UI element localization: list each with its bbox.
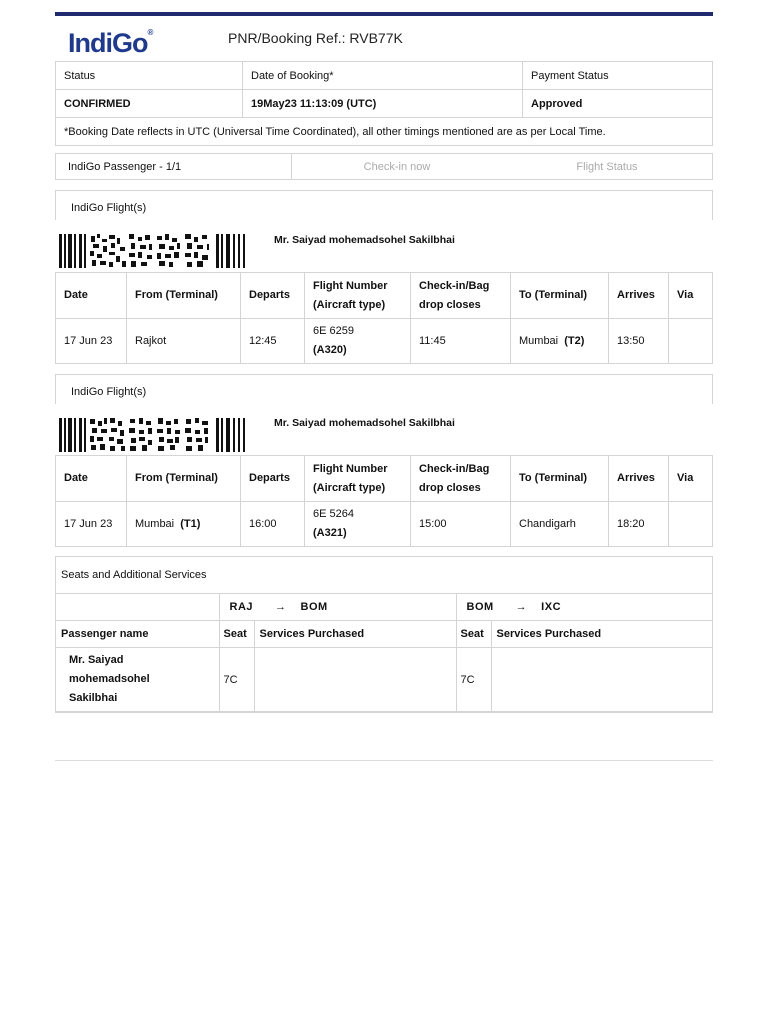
flight-number: 6E 5264 (A321) [305, 502, 411, 547]
col-checkin-closes: Check-in/Bag drop closes [411, 456, 511, 502]
col-flight-number: Flight Number (Aircraft type) [305, 456, 411, 502]
flight-table [55, 272, 713, 364]
route-spacer [56, 594, 220, 621]
col-via: Via [669, 456, 713, 502]
flight-section-title: IndiGo Flight(s) [55, 374, 713, 404]
col-from: From (Terminal) [127, 273, 241, 319]
payment-status-value: Approved [523, 90, 713, 118]
top-accent-bar [55, 12, 713, 16]
table-row [56, 648, 713, 712]
col-departs: Departs [241, 273, 305, 319]
flight-arrives: 18:20 [609, 502, 669, 547]
seat-value: 7C [456, 648, 491, 712]
tab-passenger[interactable]: IndiGo Passenger - 1/1 [56, 154, 292, 179]
col-from: From (Terminal) [127, 456, 241, 502]
passenger-tabs [55, 153, 713, 180]
col-services: Services Purchased [491, 621, 713, 648]
indigo-logo: IndiGo® [68, 28, 153, 58]
col-date: Date [56, 273, 127, 319]
col-arrives: Arrives [609, 273, 669, 319]
check-in-now-link[interactable]: Check-in now [363, 160, 431, 173]
payment-status-label: Payment Status [523, 62, 713, 90]
boarding-barcode [59, 234, 245, 268]
col-to: To (Terminal) [511, 273, 609, 319]
utc-note: *Booking Date reflects in UTC (Universal Time Coordinated), all other timings mentioned are as per Local Time. [56, 118, 713, 146]
flight-from: Mumbai (T1) [127, 502, 241, 547]
passenger-name: Mr. Saiyad mohemadsohel Sakilbhai [274, 417, 455, 429]
divider [55, 760, 713, 761]
pnr-reference: PNR/Booking Ref.: RVB77K [228, 30, 403, 46]
table-row [56, 502, 713, 547]
flight-departs: 16:00 [241, 502, 305, 547]
route-segment-2: BOM → IXC [456, 594, 713, 621]
flight-date: 17 Jun 23 [56, 502, 127, 547]
flight-via [669, 319, 713, 364]
status-label: Status [56, 62, 243, 90]
date-of-booking-label: Date of Booking* [243, 62, 523, 90]
flight-via [669, 502, 713, 547]
flight-section-title: IndiGo Flight(s) [55, 190, 713, 220]
seat-value: 7C [219, 648, 254, 712]
table-row [56, 319, 713, 364]
date-of-booking-value: 19May23 11:13:09 (UTC) [243, 90, 523, 118]
flight-to: Chandigarh [511, 502, 609, 547]
flight-date: 17 Jun 23 [56, 319, 127, 364]
boarding-barcode [59, 418, 245, 452]
route-segment-1: RAJ → BOM [219, 594, 456, 621]
seats-title: Seats and Additional Services [61, 569, 207, 581]
col-date: Date [56, 456, 127, 502]
col-via: Via [669, 273, 713, 319]
status-value: CONFIRMED [56, 90, 243, 118]
flight-table [55, 455, 713, 547]
booking-status-table [55, 61, 713, 146]
col-departs: Departs [241, 456, 305, 502]
flight-to: Mumbai (T2) [511, 319, 609, 364]
services-value [491, 648, 713, 712]
flight-departs: 12:45 [241, 319, 305, 364]
flight-status-link[interactable]: Flight Status [576, 160, 638, 173]
col-services: Services Purchased [254, 621, 456, 648]
flight-checkin-closes: 11:45 [411, 319, 511, 364]
col-seat: Seat [456, 621, 491, 648]
col-arrives: Arrives [609, 456, 669, 502]
col-passenger-name: Passenger name [56, 621, 220, 648]
flight-from: Rajkot [127, 319, 241, 364]
flight-number: 6E 6259 (A320) [305, 319, 411, 364]
flight-checkin-closes: 15:00 [411, 502, 511, 547]
seat-passenger-name: Mr. Saiyad mohemadsohel Sakilbhai [56, 648, 220, 712]
services-value [254, 648, 456, 712]
col-checkin-closes: Check-in/Bag drop closes [411, 273, 511, 319]
col-to: To (Terminal) [511, 456, 609, 502]
passenger-name: Mr. Saiyad mohemadsohel Sakilbhai [274, 234, 455, 246]
flight-arrives: 13:50 [609, 319, 669, 364]
col-flight-number: Flight Number (Aircraft type) [305, 273, 411, 319]
col-seat: Seat [219, 621, 254, 648]
seats-table [55, 593, 713, 712]
